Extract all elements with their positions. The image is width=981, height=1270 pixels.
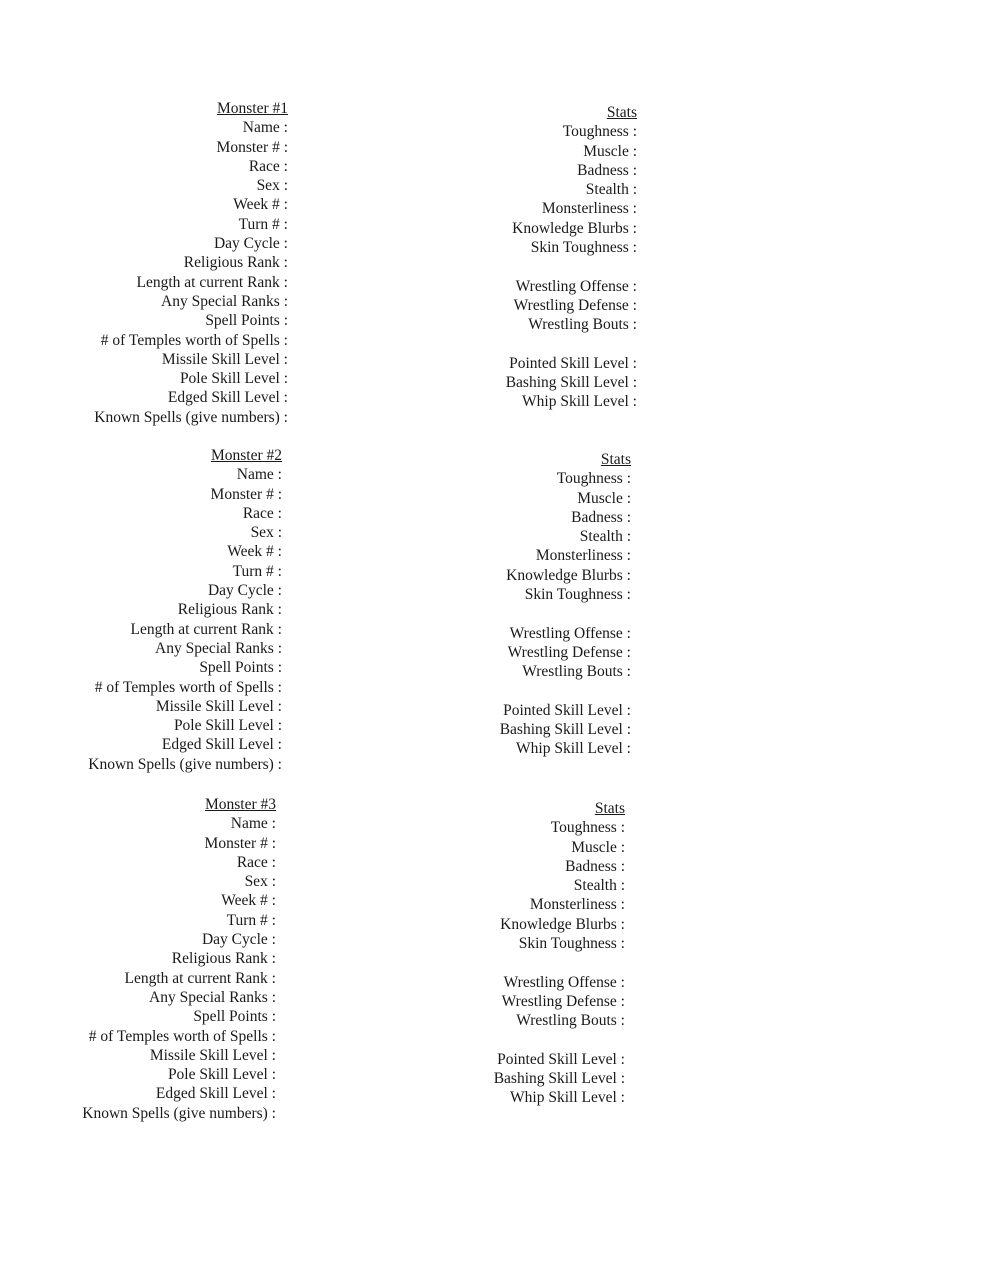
field-religious-rank-label: Religious Rank :: [171, 950, 276, 968]
monster-2-fields: [88, 446, 282, 774]
whip-skill-label: Whip Skill Level :: [516, 740, 631, 758]
stat-monsterliness-label: Monsterliness :: [541, 200, 637, 218]
wrestling-offense-label: Wrestling Offense :: [515, 277, 637, 295]
field-edged-skill-label: Edged Skill Level :: [161, 736, 282, 754]
stat-toughness-label: Toughness :: [550, 819, 625, 837]
wrestling-offense-label: Wrestling Offense :: [509, 624, 631, 642]
wrestling-bouts-label: Wrestling Bouts :: [522, 663, 631, 681]
whip-skill-label: Whip Skill Level :: [522, 393, 637, 411]
stat-skin-toughness-label: Skin Toughness :: [530, 239, 637, 257]
wrestling-defense-label: Wrestling Defense :: [513, 296, 637, 314]
field-temples-label: # of Temples worth of Spells :: [88, 1027, 276, 1045]
field-special-ranks-label: Any Special Ranks :: [149, 988, 276, 1006]
stat-muscle-label: Muscle :: [583, 142, 637, 160]
monster-2-stats: [500, 450, 631, 759]
field-spell-points-label: Spell Points :: [205, 312, 288, 330]
spacer: [500, 604, 631, 623]
stat-stealth-label: Stealth :: [579, 528, 631, 546]
field-sex-label: Sex :: [244, 873, 276, 891]
stat-skin-toughness-label: Skin Toughness :: [524, 586, 631, 604]
field-length-rank-label: Length at current Rank :: [130, 620, 282, 638]
field-turn-label: Turn # :: [238, 215, 288, 233]
field-religious-rank-label: Religious Rank :: [183, 254, 288, 272]
pointed-skill-label: Pointed Skill Level :: [503, 701, 631, 719]
bashing-skill-label: Bashing Skill Level :: [505, 374, 637, 392]
field-temples-label: # of Temples worth of Spells :: [100, 331, 288, 349]
spacer: [506, 335, 637, 354]
field-temples-label: # of Temples worth of Spells :: [94, 678, 282, 696]
wrestling-offense-label: Wrestling Offense :: [503, 973, 625, 991]
bashing-skill-label: Bashing Skill Level :: [499, 721, 631, 739]
field-day-cycle-label: Day Cycle :: [213, 235, 288, 253]
field-day-cycle-label: Day Cycle :: [207, 582, 282, 600]
field-spell-points-label: Spell Points :: [193, 1008, 276, 1026]
stat-monsterliness-label: Monsterliness :: [529, 896, 625, 914]
wrestling-bouts-label: Wrestling Bouts :: [528, 316, 637, 334]
field-race-label: Race :: [248, 157, 288, 175]
field-turn-label: Turn # :: [226, 911, 276, 929]
field-week-label: Week # :: [221, 892, 276, 910]
field-race-label: Race :: [242, 504, 282, 522]
stat-knowledge-blurbs-label: Knowledge Blurbs :: [506, 566, 631, 584]
monster-3-stats: [494, 799, 625, 1108]
field-special-ranks-label: Any Special Ranks :: [161, 292, 288, 310]
field-known-spells-label: Known Spells (give numbers) :: [88, 755, 282, 773]
stats-heading: Stats: [600, 451, 631, 468]
field-turn-label: Turn # :: [232, 562, 282, 580]
pointed-skill-label: Pointed Skill Level :: [497, 1050, 625, 1068]
stat-badness-label: Badness :: [577, 161, 637, 179]
stat-skin-toughness-label: Skin Toughness :: [518, 935, 625, 953]
field-pole-skill-label: Pole Skill Level :: [179, 370, 288, 388]
field-spell-points-label: Spell Points :: [199, 659, 282, 677]
field-missile-skill-label: Missile Skill Level :: [149, 1046, 276, 1064]
field-missile-skill-label: Missile Skill Level :: [161, 350, 288, 368]
pointed-skill-label: Pointed Skill Level :: [509, 354, 637, 372]
spacer: [506, 257, 637, 276]
monster-heading: Monster #3: [204, 796, 276, 813]
spacer: [494, 953, 625, 972]
field-sex-label: Sex :: [256, 177, 288, 195]
monster-3-fields: [82, 795, 276, 1123]
stat-badness-label: Badness :: [565, 857, 625, 875]
field-day-cycle-label: Day Cycle :: [201, 931, 276, 949]
field-pole-skill-label: Pole Skill Level :: [173, 717, 282, 735]
monster-heading: Monster #1: [216, 100, 288, 117]
field-missile-skill-label: Missile Skill Level :: [155, 697, 282, 715]
field-race-label: Race :: [236, 853, 276, 871]
stat-badness-label: Badness :: [571, 508, 631, 526]
field-week-label: Week # :: [227, 543, 282, 561]
monster-1-stats: [506, 103, 637, 412]
wrestling-defense-label: Wrestling Defense :: [501, 992, 625, 1010]
field-special-ranks-label: Any Special Ranks :: [155, 639, 282, 657]
stat-knowledge-blurbs-label: Knowledge Blurbs :: [500, 915, 625, 933]
field-monster-number-label: Monster # :: [204, 834, 276, 852]
field-length-rank-label: Length at current Rank :: [136, 273, 288, 291]
field-monster-number-label: Monster # :: [210, 485, 282, 503]
stat-toughness-label: Toughness :: [562, 123, 637, 141]
field-known-spells-label: Known Spells (give numbers) :: [94, 408, 288, 426]
field-monster-number-label: Monster # :: [216, 138, 288, 156]
stat-muscle-label: Muscle :: [577, 489, 631, 507]
stat-monsterliness-label: Monsterliness :: [535, 547, 631, 565]
spacer: [494, 1031, 625, 1050]
field-religious-rank-label: Religious Rank :: [177, 601, 282, 619]
bashing-skill-label: Bashing Skill Level :: [493, 1070, 625, 1088]
field-edged-skill-label: Edged Skill Level :: [167, 389, 288, 407]
field-length-rank-label: Length at current Rank :: [124, 969, 276, 987]
wrestling-bouts-label: Wrestling Bouts :: [516, 1012, 625, 1030]
spacer: [500, 682, 631, 701]
field-name-label: Name :: [230, 815, 276, 833]
stat-stealth-label: Stealth :: [573, 877, 625, 895]
stats-heading: Stats: [606, 104, 637, 121]
stat-muscle-label: Muscle :: [571, 838, 625, 856]
monster-heading: Monster #2: [210, 447, 282, 464]
stat-toughness-label: Toughness :: [556, 470, 631, 488]
whip-skill-label: Whip Skill Level :: [510, 1089, 625, 1107]
field-name-label: Name :: [236, 466, 282, 484]
field-edged-skill-label: Edged Skill Level :: [155, 1085, 276, 1103]
field-pole-skill-label: Pole Skill Level :: [167, 1066, 276, 1084]
field-sex-label: Sex :: [250, 524, 282, 542]
stat-knowledge-blurbs-label: Knowledge Blurbs :: [512, 219, 637, 237]
field-week-label: Week # :: [233, 196, 288, 214]
stats-heading: Stats: [594, 800, 625, 817]
field-known-spells-label: Known Spells (give numbers) :: [82, 1104, 276, 1122]
field-name-label: Name :: [242, 119, 288, 137]
monster-1-fields: [94, 99, 288, 427]
wrestling-defense-label: Wrestling Defense :: [507, 643, 631, 661]
stat-stealth-label: Stealth :: [585, 181, 637, 199]
